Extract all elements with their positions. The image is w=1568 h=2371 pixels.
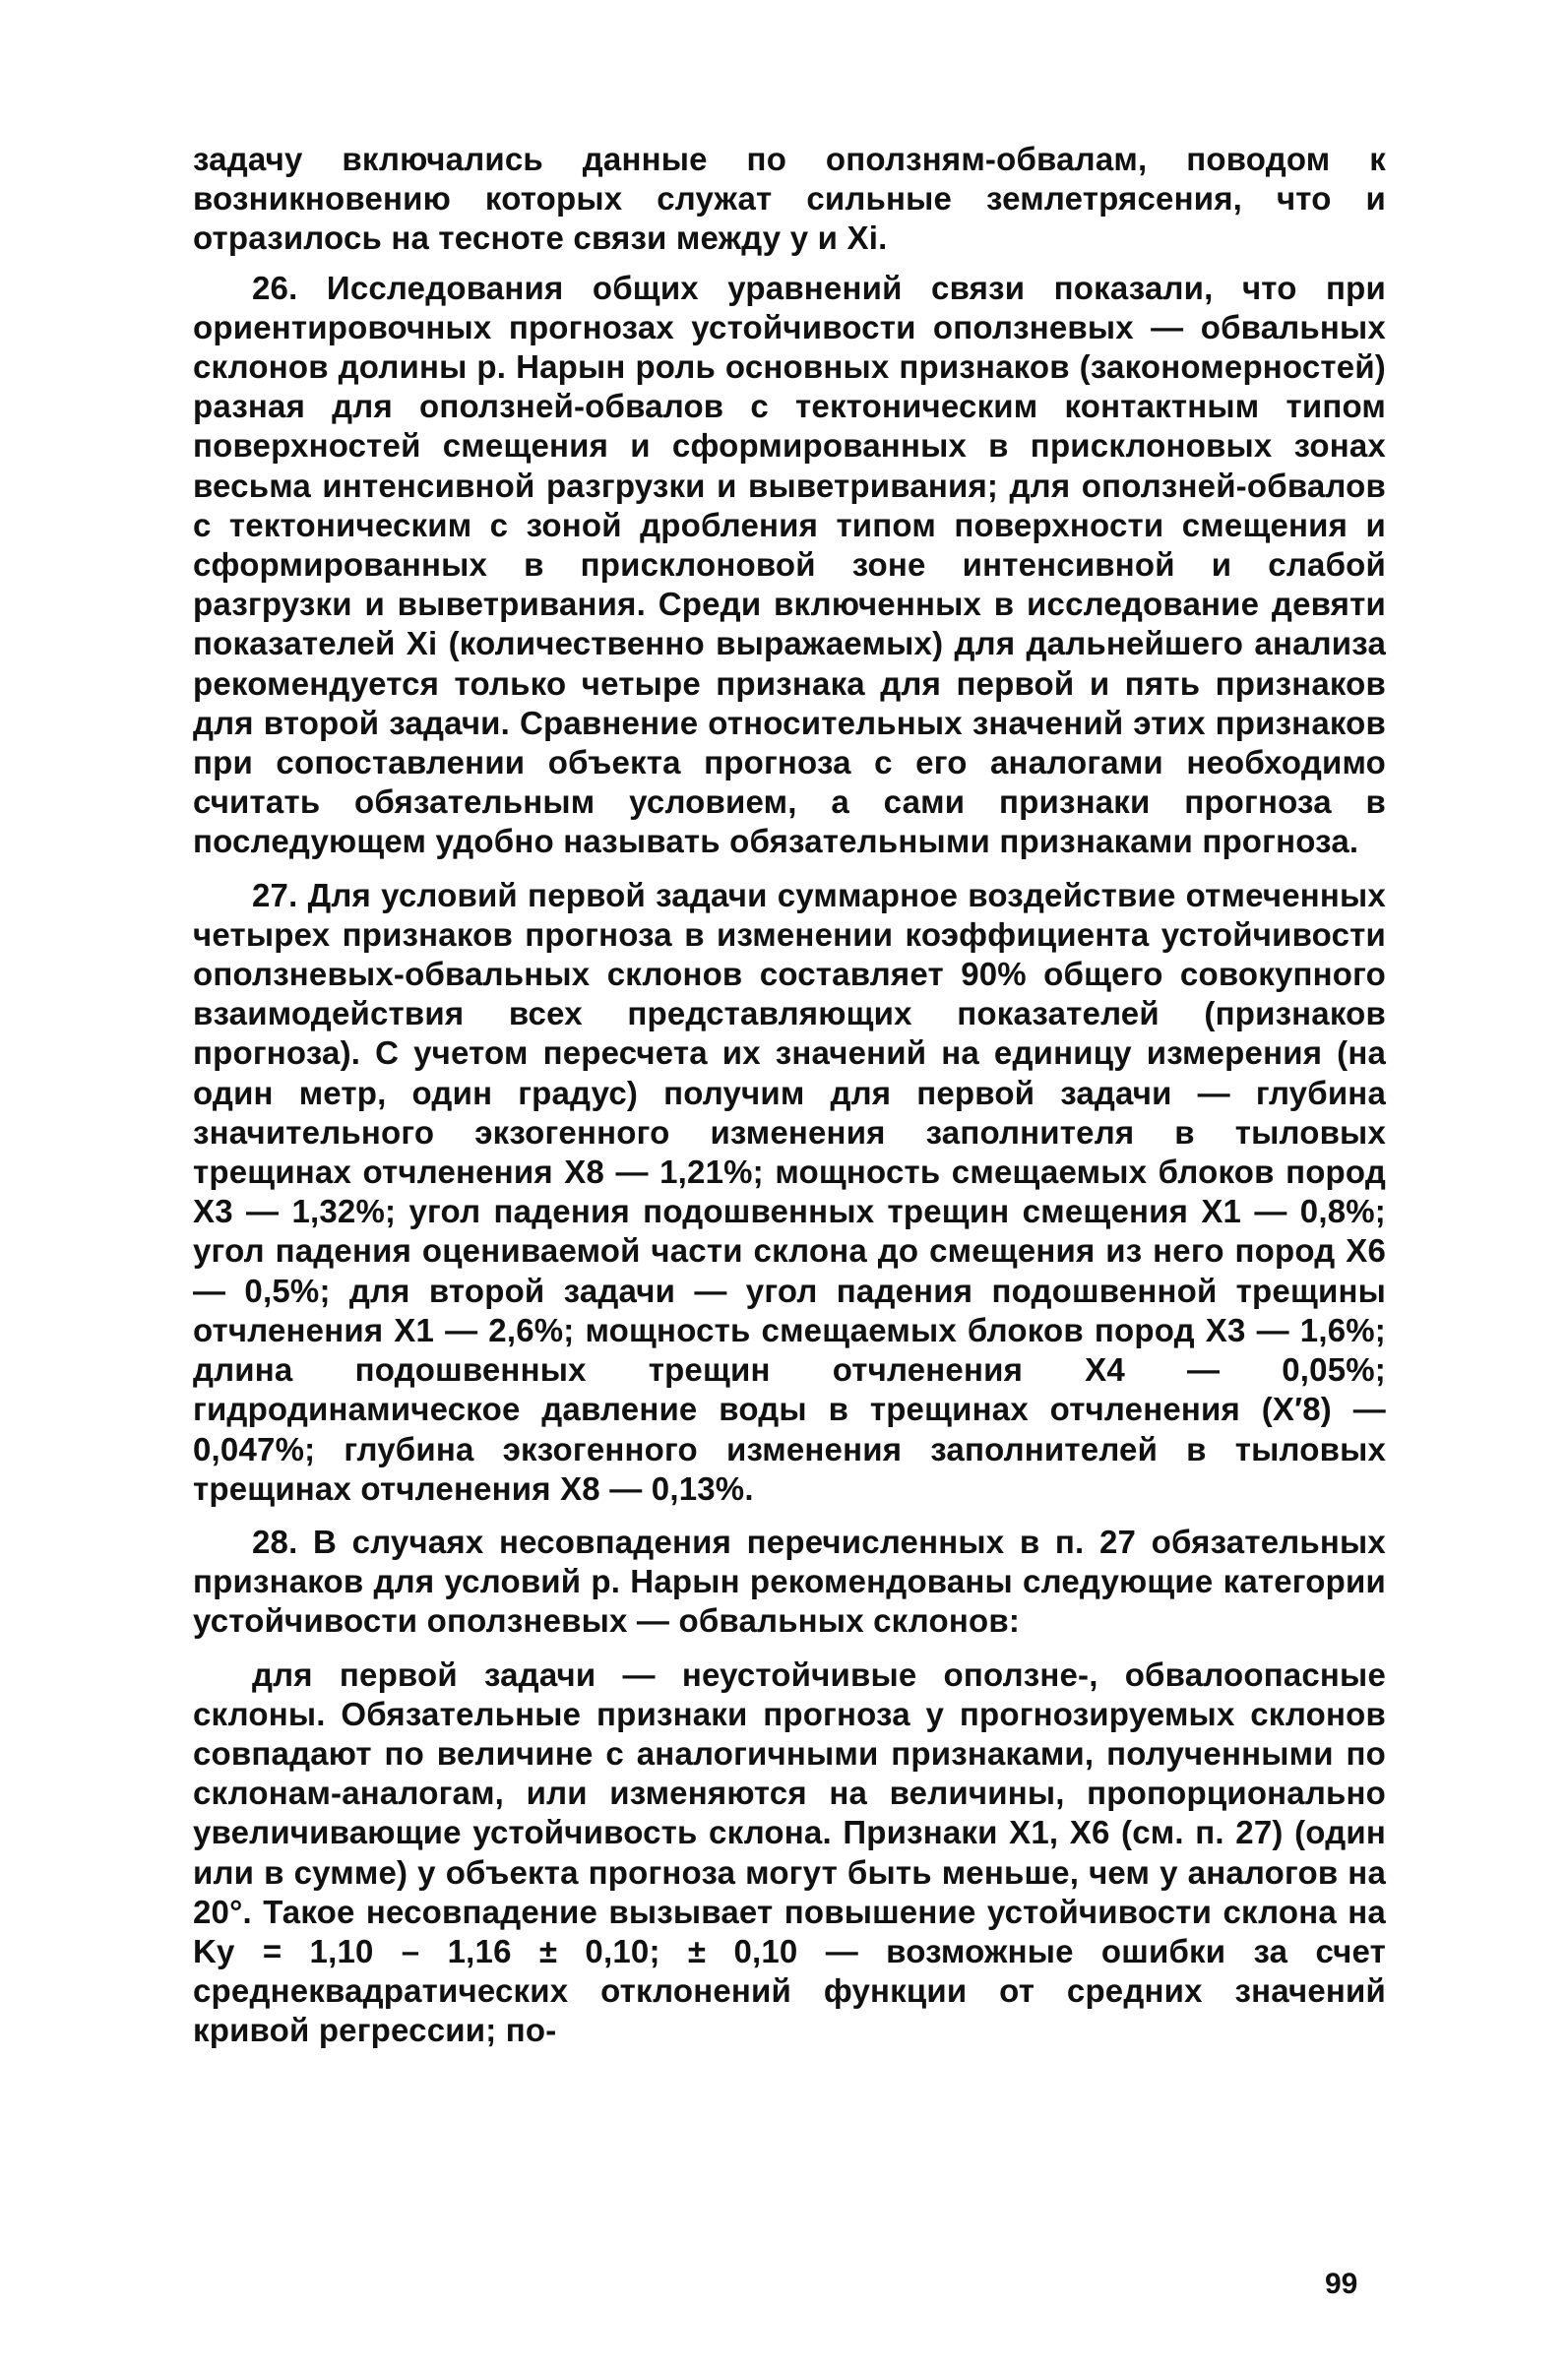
- paragraph-27: 27. Для условий первой задачи суммарное воздействие отмеченных четырех признаков прогноза в изменении коэффициента устойчивости оползневых-обвальных склонов составляет 90% общего совокупного взаимодействия всех представляющих показателей (признаков прогноза). С учетом пересчета их значений на единицу измерения (на один метр, один градус) получим для первой задачи — глубина значительного экзогенного изменения заполнителя в тыловых трещинах отчленения X8 — 1,21%; мощность смещаемых блоков пород X3 — 1,32%; угол падения подошвенных трещин смещения X1 — 0,8%; угол падения оцениваемой части склона до смещения из него пород X6 — 0,5%; для второй задачи — угол падения подошвенной трещины отчленения X1 — 2,6%; мощность смещаемых блоков пород X3 — 1,6%; длина подошвенных трещин отчленения X4 — 0,05%; гидродинамическое давление воды в трещинах отчленения (X′8) — 0,047%; глубина экзогенного изменения заполнителей в тыловых трещинах отчленения X8 — 0,13%.: [193, 876, 1386, 1507]
- paragraph-28: 28. В случаях несовпадения перечисленных в п. 27 обязательных признаков для условий р. Нарын рекомендованы следующие категории устойчивости оползневых — обвальных склонов:: [193, 1523, 1386, 1640]
- page-number: 99: [1325, 2268, 1358, 2300]
- body-text: [193, 140, 1386, 2065]
- paragraph-first-task: для первой задачи — неустойчивые оползне-, обвалоопасные склоны. Обязательные признаки прогноза у прогнозируемых склонов совпадают по величине с аналогичными признаками, полученными по склонам-аналогам, или изменяются на величины, пропорционально увеличивающие устойчивость склона. Признаки X1, X6 (см. п. 27) (один или в сумме) у объекта прогноза могут быть меньше, чем у аналогов на 20°. Такое несовпадение вызывает повышение устойчивости склона на Ky = 1,10 – 1,16 ± 0,10; ± 0,10 — возможные ошибки за счет среднеквадратических отклонений функции от средних значений кривой регрессии; по-: [193, 1655, 1386, 2049]
- paragraph-26: 26. Исследования общих уравнений связи показали, что при ориентировочных прогнозах устойчивости оползневых — обвальных склонов долины р. Нарын роль основных признаков (закономерностей) разная для оползней-обвалов с тектоническим контактным типом поверхностей смещения и сформированных в присклоновых зонах весьма интенсивной разгрузки и выветривания; для оползней-обвалов с тектоническим с зоной дробления типом поверхности смещения и сформированных в присклоновой зоне интенсивной и слабой разгрузки и выветривания. Среди включенных в исследование девяти показателей Xi (количественно выражаемых) для дальнейшего анализа рекомендуется только четыре признака для первой и пять признаков для второй задачи. Сравнение относительных значений этих признаков при сопоставлении объекта прогноза с его аналогами необходимо считать обязательным условием, а сами признаки прогноза в последующем удобно называть обязательными признаками прогноза.: [193, 269, 1386, 860]
- paragraph-continuation: задачу включались данные по оползням-обвалам, поводом к возникновению которых служат сильные землетрясения, что и отразилось на тесноте связи между y и Xi.: [193, 141, 1386, 257]
